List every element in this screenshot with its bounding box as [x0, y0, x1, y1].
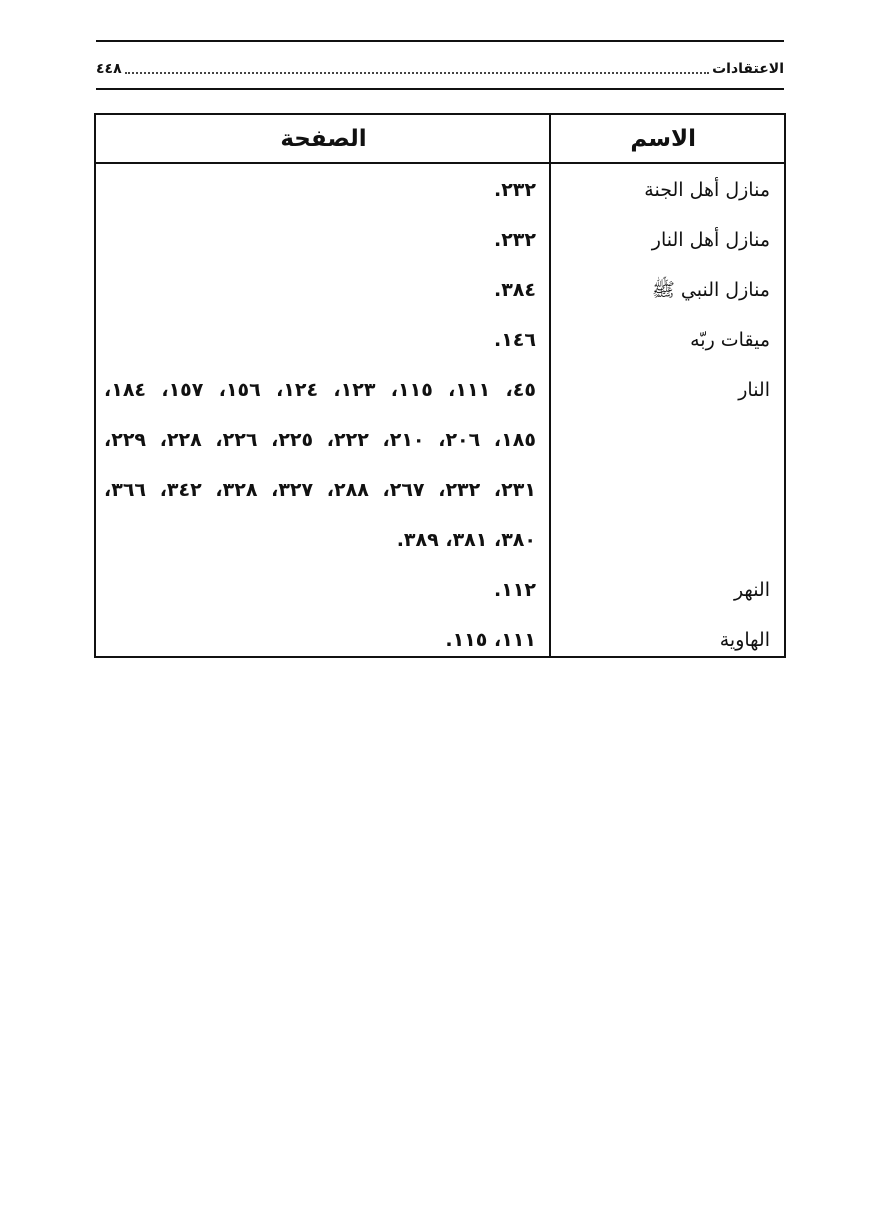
entry-name: النهر [733, 579, 770, 601]
entry-name: النار [738, 379, 770, 401]
column-header-name-label: الاسم [630, 126, 696, 152]
leader-dots [125, 72, 709, 74]
entry-name: ميقات ربّه [690, 329, 770, 351]
entry-name: منازل أهل النار [651, 229, 770, 251]
header-divider [96, 162, 784, 164]
entry-pages: ١١١، ١١٥. [445, 629, 536, 651]
entry-name: منازل أهل الجنة [644, 179, 770, 201]
column-header-name [551, 121, 784, 157]
column-divider [549, 115, 551, 656]
entry-pages-line: ٢٣١، ٢٣٢، ٢٦٧، ٢٨٨، ٣٢٧، ٣٢٨، ٣٤٢، ٣٦٦، [104, 479, 536, 501]
entry-pages: ٢٣٢. [493, 229, 536, 251]
entry-name: الهاوية [719, 629, 770, 651]
running-header-row [96, 52, 784, 78]
entry-pages-line: ١٨٥، ٢٠٦، ٢١٠، ٢٢٢، ٢٢٥، ٢٢٦، ٢٢٨، ٢٢٩، [104, 429, 536, 451]
book-title: الاعتقادات [712, 61, 784, 77]
page-number: ٤٤٨ [96, 61, 122, 77]
entry-pages: ٣٨٤. [493, 279, 536, 301]
entry-pages: ١١٢. [493, 579, 536, 601]
entry-pages-line: ٣٨٠، ٣٨١، ٣٨٩. [396, 529, 536, 551]
entry-pages: ١٤٦. [493, 329, 536, 351]
entry-name: منازل النبي ﷺ [651, 279, 770, 301]
entry-pages-line: ٤٥، ١١١، ١١٥، ١٢٣، ١٢٤، ١٥٦، ١٥٧، ١٨٤، [104, 379, 536, 401]
running-header [96, 40, 784, 90]
column-header-page: الصفحة [280, 126, 367, 152]
index-table [94, 113, 786, 658]
entry-pages: ٢٣٢. [493, 179, 536, 201]
